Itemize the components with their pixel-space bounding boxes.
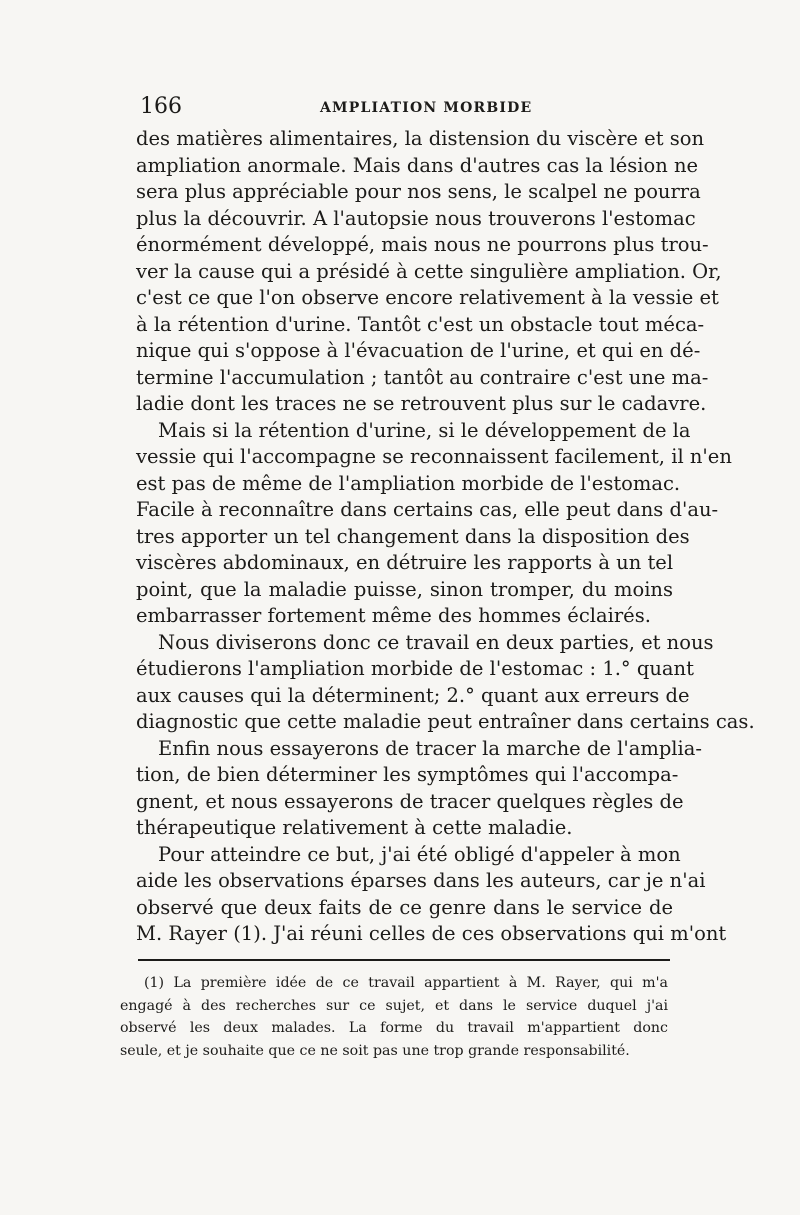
footnote-line: seule, et je souhaite que ce ne soit pas une trop grande responsabilité. xyxy=(120,1042,630,1059)
page-number: 166 xyxy=(140,94,182,119)
text-line: Mais si la rétention d'urine, si le développement de la xyxy=(158,418,691,442)
text-line: nique qui s'oppose à l'évacuation de l'urine, et qui en dé- xyxy=(136,339,701,362)
text-line: observé que deux faits de ce genre dans le service de xyxy=(136,895,673,919)
text-line: M. Rayer (1). J'ai réuni celles de ces observations qui m'ont xyxy=(136,922,727,945)
footnote-divider xyxy=(138,959,670,961)
text-line: termine l'accumulation ; tantôt au contraire c'est une ma- xyxy=(136,365,709,389)
footnote-line: engagé à des recherches sur ce sujet, et dans le service duquel j'ai xyxy=(120,997,668,1014)
text-line: des matières alimentaires, la distension du viscère et son xyxy=(136,127,705,150)
text-line: embarrasser fortement même des hommes éclairés. xyxy=(136,604,651,627)
text-line: Nous diviserons donc ce travail en deux parties, et nous xyxy=(158,630,714,654)
text-line: thérapeutique relativement à cette maladie. xyxy=(136,816,573,839)
text-line: à la rétention d'urine. Tantôt c'est un obstacle tout méca- xyxy=(136,312,705,336)
running-head: AMPLIATION MORBIDE xyxy=(320,100,533,116)
text-line: tion, de bien déterminer les symptômes qui l'accompa- xyxy=(136,763,679,786)
text-line: est pas de même de l'ampliation morbide de l'estomac. xyxy=(136,471,681,495)
text-line: plus la découvrir. A l'autopsie nous trouverons l'estomac xyxy=(136,206,696,230)
text-line: tres apporter un tel changement dans la disposition des xyxy=(136,524,690,548)
footnote-line: observé les deux malades. La forme du travail m'appartient donc xyxy=(120,1020,668,1036)
text-line: ver la cause qui a présidé à cette singulière ampliation. Or, xyxy=(136,259,722,283)
text-line: Enfin nous essayerons de tracer la marche de l'amplia- xyxy=(158,736,702,760)
text-line: ampliation anormale. Mais dans d'autres cas la lésion ne xyxy=(136,153,699,177)
text-line: ladie dont les traces ne se retrouvent plus sur le cadavre. xyxy=(136,392,707,415)
text-line: diagnostic que cette maladie peut entraîner dans certains cas. xyxy=(136,710,755,733)
main-text xyxy=(136,126,755,948)
text-line: c'est ce que l'on observe encore relativement à la vessie et xyxy=(136,286,719,309)
text-line: énormément développé, mais nous ne pourrons plus trou- xyxy=(136,233,709,256)
text-line: viscères abdominaux, en détruire les rapports à un tel xyxy=(136,551,674,574)
text-line: sera plus appréciable pour nos sens, le scalpel ne pourra xyxy=(136,180,701,203)
text-line: Facile à reconnaître dans certains cas, elle peut dans d'au- xyxy=(136,498,719,521)
text-line: point, que la maladie puisse, sinon tromper, du moins xyxy=(136,577,673,601)
text-line: étudierons l'ampliation morbide de l'estomac : 1.° quant xyxy=(136,657,694,680)
text-line: aide les observations éparses dans les auteurs, car je n'ai xyxy=(136,869,706,892)
footnote-line: (1) La première idée de ce travail appartient à M. Rayer, qui m'a xyxy=(144,975,668,991)
text-line: aux causes qui la déterminent; 2.° quant aux erreurs de xyxy=(136,683,690,707)
text-line: gnent, et nous essayerons de tracer quelques règles de xyxy=(136,789,684,813)
page-header xyxy=(140,92,670,122)
footnote xyxy=(120,972,668,1062)
text-line: Pour atteindre ce but, j'ai été obligé d'appeler à mon xyxy=(158,842,681,866)
text-line: vessie qui l'accompagne se reconnaissent facilement, il n'en xyxy=(136,445,732,468)
